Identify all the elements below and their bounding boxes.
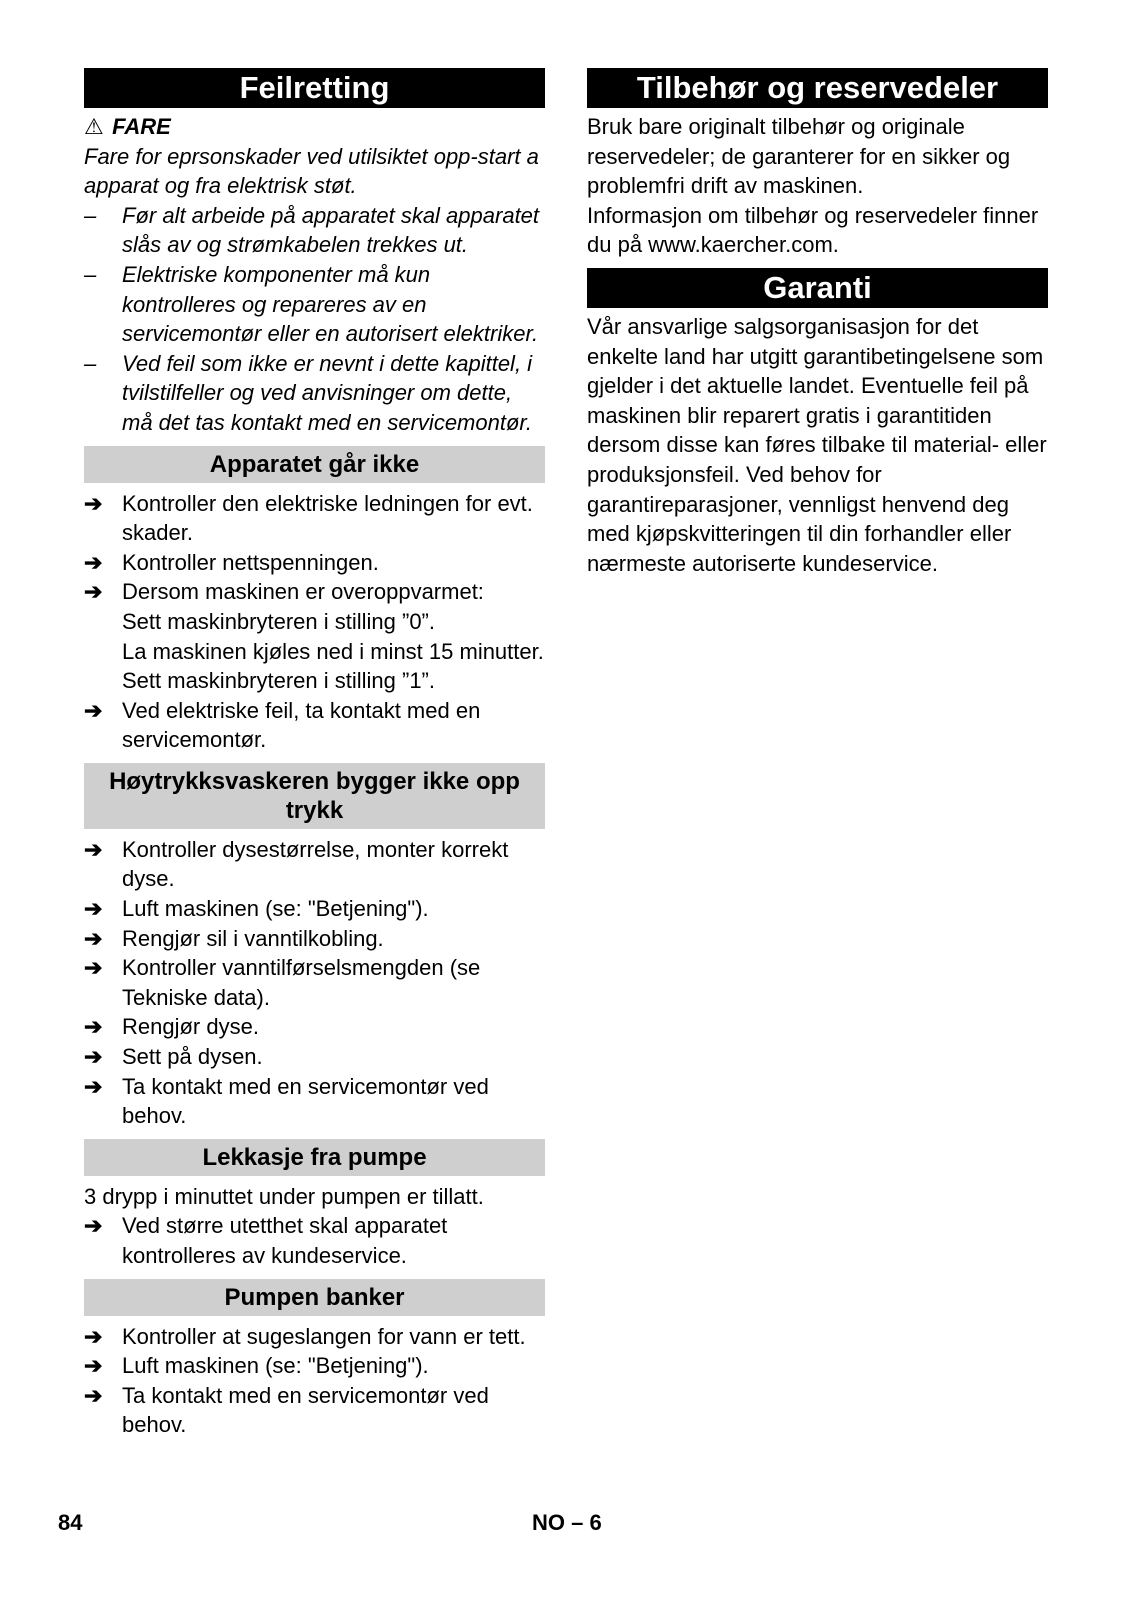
action-list-item xyxy=(84,894,545,924)
action-list-item-text: Ved elektriske feil, ta kontakt med en servicemontør. xyxy=(122,697,481,753)
warning-triangle-icon: ⚠ xyxy=(84,114,104,139)
subsection-heading: Pumpen banker xyxy=(84,1279,545,1316)
action-list-item-text: Dersom maskinen er overoppvarmet: Sett maskinbryteren i stilling ”0”. La maskinen kjøles ned i minst 15 minutter. Sett maskinbryteren i stilling ”1”. xyxy=(122,579,544,694)
action-list-item xyxy=(84,953,545,1012)
arrow-right-icon: ➔ xyxy=(84,1014,103,1040)
action-list-item xyxy=(84,1012,545,1042)
arrow-right-icon: ➔ xyxy=(84,697,103,723)
danger-list-item xyxy=(84,260,545,349)
arrow-right-icon: ➔ xyxy=(84,1353,103,1379)
dash-marker: – xyxy=(84,261,97,287)
arrow-right-icon: ➔ xyxy=(84,955,103,981)
danger-list xyxy=(84,201,545,438)
action-list-item-text: Kontroller vanntilførselsmengden (se Tekniske data). xyxy=(122,955,481,1010)
subsection-intro: 3 drypp i minuttet under pumpen er tillatt. xyxy=(84,1183,484,1209)
action-list-item-text: Kontroller at sugeslangen for vann er tett. xyxy=(122,1323,526,1349)
arrow-right-icon: ➔ xyxy=(84,925,103,951)
subsection-heading: Lekkasje fra pumpe xyxy=(84,1139,545,1176)
danger-list-item xyxy=(84,349,545,438)
action-list-item xyxy=(84,489,545,548)
action-list-item-text: Rengjør dyse. xyxy=(122,1014,259,1040)
action-list-item-text: Sett på dysen. xyxy=(122,1044,263,1070)
danger-label-row xyxy=(84,112,545,142)
arrow-right-icon: ➔ xyxy=(84,1382,103,1408)
action-list-item xyxy=(84,577,545,695)
arrow-right-icon: ➔ xyxy=(84,1213,103,1239)
action-list-item xyxy=(84,1381,545,1440)
danger-list-item xyxy=(84,201,545,260)
arrow-right-icon: ➔ xyxy=(84,490,103,516)
action-list-item-text: Kontroller dysestørrelse, monter korrekt dyse. xyxy=(122,836,509,892)
action-list-item xyxy=(84,1072,545,1131)
action-list-item-text: Ta kontakt med en servicemontør ved behov. xyxy=(122,1073,489,1129)
action-list-item xyxy=(84,1211,545,1270)
language-page-marker: NO – 6 xyxy=(532,1510,602,1535)
danger-list-item-text: Ved feil som ikke er nevnt i dette kapittel, i tvilstilfeller og ved anvisninger om dette, må det tas kontakt med en servicemontør. xyxy=(122,350,533,435)
subsection-heading: Apparatet går ikke xyxy=(84,446,545,483)
warranty-paragraph: Vår ansvarlige salgsorganisasjon for det enkelte land har utgitt garantibetingelsene som gjelder i det aktuelle landet. Eventuelle feil på maskinen blir reparert gratis i garantitiden dersom disse kan føres tilbake til material- eller produksjonsfeil. Ved behov for garantireparasjoner, vennligst henvend deg med kjøpskvitteringen til din forhandler eller nærmeste autoriserte kundeservice. xyxy=(587,313,1047,576)
troubleshooting-column xyxy=(84,68,545,1440)
arrow-right-icon: ➔ xyxy=(84,1323,103,1349)
action-list-item-text: Luft maskinen (se: "Betjening"). xyxy=(122,896,429,922)
troubleshooting-sections xyxy=(84,446,545,1440)
action-list-item-text: Kontroller nettspenningen. xyxy=(122,549,379,575)
action-list-item xyxy=(84,696,545,755)
arrow-right-icon: ➔ xyxy=(84,579,103,605)
action-list-item-text: Ved større utetthet skal apparatet kontrolleres av kundeservice. xyxy=(122,1213,448,1268)
arrow-right-icon: ➔ xyxy=(84,1073,103,1099)
action-list-item-text: Ta kontakt med en servicemontør ved behov. xyxy=(122,1382,489,1438)
dash-marker: – xyxy=(84,202,97,228)
section-title-accessories: Tilbehør og reservedeler xyxy=(587,68,1048,108)
action-list-item-text: Kontroller den elektriske ledningen for evt. skader. xyxy=(122,490,533,546)
arrow-right-icon: ➔ xyxy=(84,836,103,862)
action-list-item xyxy=(84,835,545,894)
section-title-troubleshooting: Feilretting xyxy=(84,68,545,108)
danger-list-item-text: Før alt arbeide på apparatet skal apparatet slås av og strømkabelen trekkes ut. xyxy=(122,202,540,258)
danger-list-item-text: Elektriske komponenter må kun kontrolleres og repareres av en servicemontør eller en autorisert elektriker. xyxy=(122,261,539,347)
page-number: 84 xyxy=(58,1510,83,1535)
action-list-item xyxy=(84,1351,545,1381)
danger-text: Fare for eprsonskader ved utilsiktet opp-start a apparat og fra elektrisk støt. xyxy=(84,143,539,199)
arrow-right-icon: ➔ xyxy=(84,549,103,575)
accessories-paragraph-1: Bruk bare originalt tilbehør og originale reservedeler; de garanterer for en sikker og problemfri drift av maskinen. xyxy=(587,114,1011,199)
section-title-warranty: Garanti xyxy=(587,268,1048,308)
right-column xyxy=(587,68,1048,578)
dash-marker: – xyxy=(84,350,97,376)
subsection-heading: Høytrykksvaskeren bygger ikke opp trykk xyxy=(84,763,545,829)
action-list-item xyxy=(84,1322,545,1352)
danger-label: FARE xyxy=(112,114,171,139)
action-list-item xyxy=(84,1042,545,1072)
action-list-item xyxy=(84,548,545,578)
action-list-item-text: Luft maskinen (se: "Betjening"). xyxy=(122,1353,429,1379)
arrow-right-icon: ➔ xyxy=(84,896,103,922)
accessories-paragraph-2: Informasjon om tilbehør og reservedeler finner du på www.kaercher.com. xyxy=(587,202,1039,258)
action-list-item xyxy=(84,924,545,954)
arrow-right-icon: ➔ xyxy=(84,1044,103,1070)
action-list-item-text: Rengjør sil i vanntilkobling. xyxy=(122,925,384,951)
